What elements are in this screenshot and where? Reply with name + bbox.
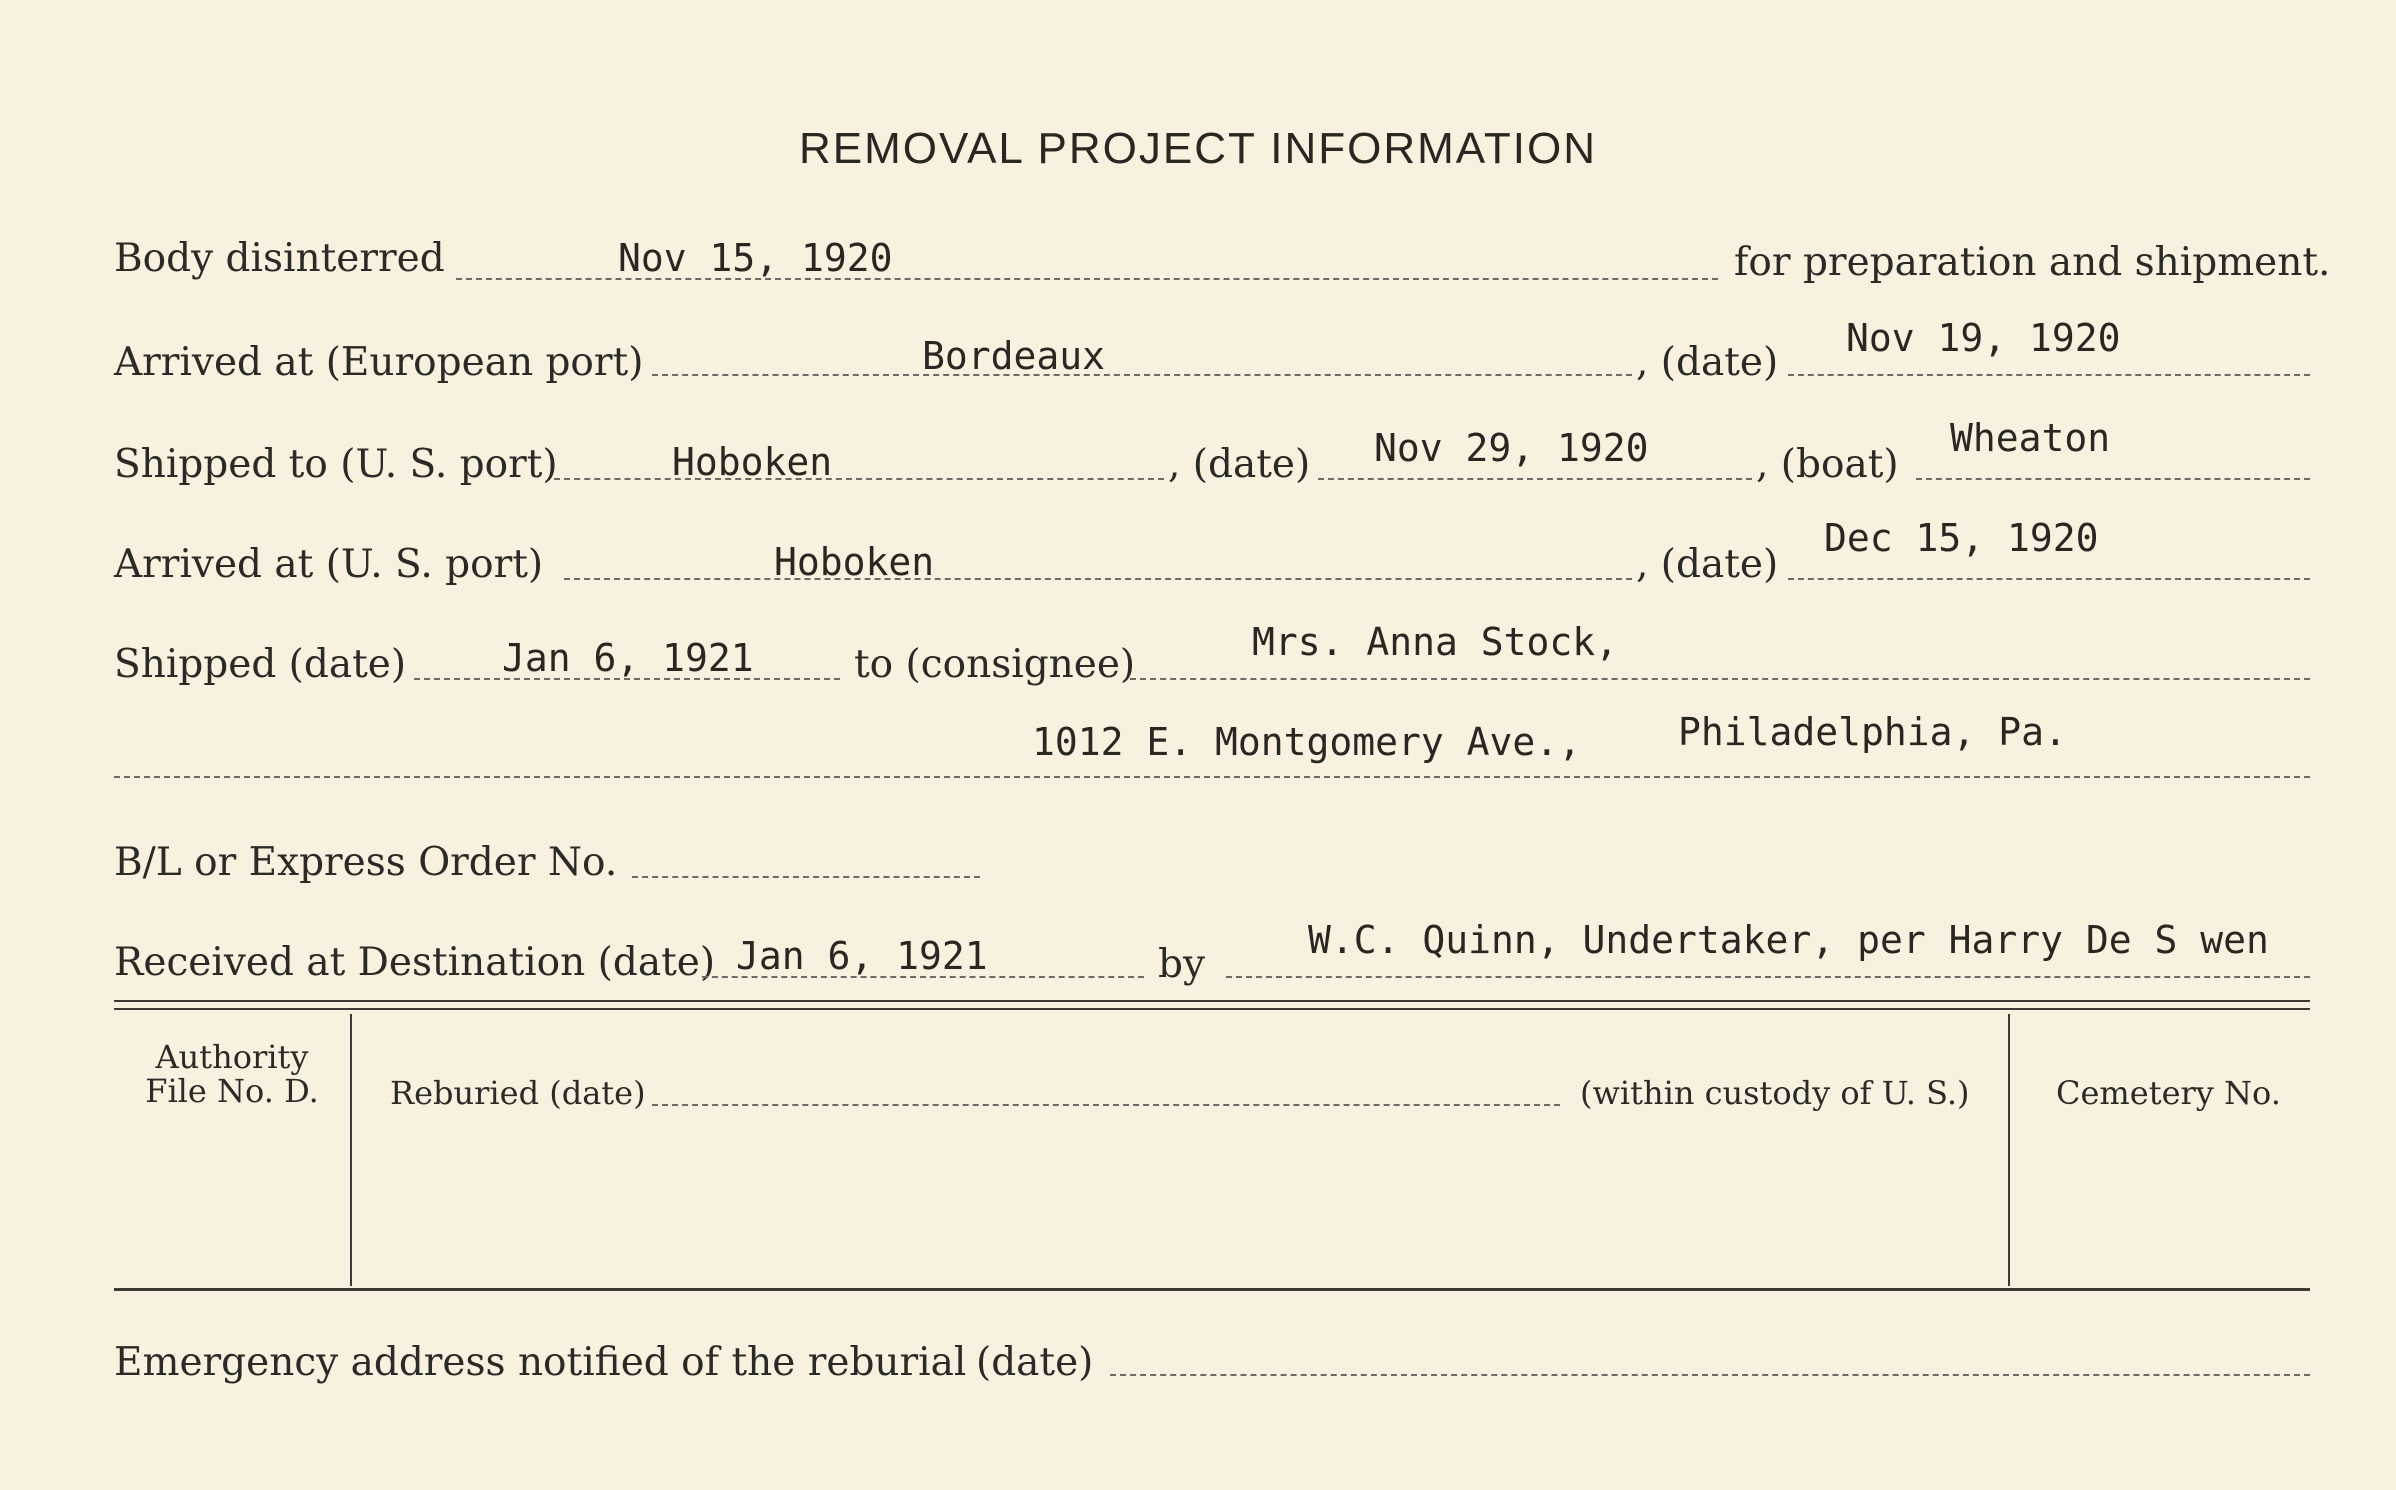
boat-label: , (boat) xyxy=(1756,442,1899,487)
reburied-date-label: Reburied (date) xyxy=(390,1074,646,1112)
received-by-field xyxy=(1226,976,2310,978)
shipped-date-label: Shipped (date) xyxy=(114,642,407,687)
emergency-address-label: Emergency address notified of the reburial xyxy=(114,1340,967,1385)
box-top-rule-1 xyxy=(114,1000,2310,1002)
us-arrival-date-field xyxy=(1788,578,2310,580)
european-date-label: , (date) xyxy=(1636,340,1779,385)
box-bottom-rule xyxy=(114,1288,2310,1291)
us-port-shipped-field xyxy=(554,478,1164,480)
boat-field xyxy=(1916,478,2310,480)
cemetery-no-label: Cemetery No. xyxy=(2056,1074,2281,1112)
disinterred-date-value: Nov 15, 1920 xyxy=(618,236,893,280)
us-arrival-date-value: Dec 15, 1920 xyxy=(1824,516,2099,560)
shipped-to-us-port-label: Shipped to (U. S. port) xyxy=(114,442,558,487)
consignee-field xyxy=(1130,678,2310,680)
arrived-european-port-label: Arrived at (European port) xyxy=(114,340,644,385)
us-ship-date-label: , (date) xyxy=(1168,442,1311,487)
consignee-address-field xyxy=(114,776,2310,778)
authority-label: Authority xyxy=(155,1038,309,1076)
box-divider-left xyxy=(350,1014,352,1286)
us-port-arrived-field xyxy=(564,578,1632,580)
within-custody-label: (within custody of U. S.) xyxy=(1580,1074,1970,1112)
bl-order-field xyxy=(632,876,980,878)
box-top-rule-2 xyxy=(114,1008,2310,1010)
us-arrival-date-label: , (date) xyxy=(1636,542,1779,587)
body-disinterred-label: Body disinterred xyxy=(114,236,445,281)
us-ship-date-value: Nov 29, 1920 xyxy=(1374,426,1649,470)
european-date-field xyxy=(1788,374,2310,376)
prep-shipment-label: for preparation and shipment. xyxy=(1734,240,2331,285)
european-port-field xyxy=(652,374,1632,376)
by-label: by xyxy=(1158,942,1205,987)
card-title: REMOVAL PROJECT INFORMATION xyxy=(799,124,1597,173)
received-date-value: Jan 6, 1921 xyxy=(736,934,988,978)
european-port-value: Bordeaux xyxy=(922,334,1106,378)
shipped-date-value: Jan 6, 1921 xyxy=(502,636,754,680)
emergency-date-label: (date) xyxy=(976,1340,1094,1385)
us-ship-date-field xyxy=(1318,478,1752,480)
european-date-value: Nov 19, 1920 xyxy=(1846,316,2121,360)
consignee-city-value: Philadelphia, Pa. xyxy=(1678,710,2067,754)
emergency-date-field xyxy=(1110,1374,2310,1376)
bl-order-label: B/L or Express Order No. xyxy=(114,840,618,885)
received-destination-label: Received at Destination (date) xyxy=(114,940,716,985)
boat-value: Wheaton xyxy=(1950,416,2111,460)
box-divider-right xyxy=(2008,1014,2010,1286)
us-port-shipped-value: Hoboken xyxy=(672,440,833,484)
consignee-street-value: 1012 E. Montgomery Ave., xyxy=(1032,720,1582,764)
us-port-arrived-value: Hoboken xyxy=(774,540,935,584)
authority-file-cell xyxy=(114,1040,350,1108)
to-consignee-label: to (consignee) xyxy=(854,642,1136,687)
consignee-name-value: Mrs. Anna Stock, xyxy=(1252,620,1619,664)
reburied-date-field xyxy=(652,1104,1560,1106)
arrived-us-port-label: Arrived at (U. S. port) xyxy=(114,542,544,587)
file-no-label: File No. D. xyxy=(145,1072,319,1110)
received-by-value: W.C. Quinn, Undertaker, per Harry De S wen xyxy=(1308,918,2269,962)
